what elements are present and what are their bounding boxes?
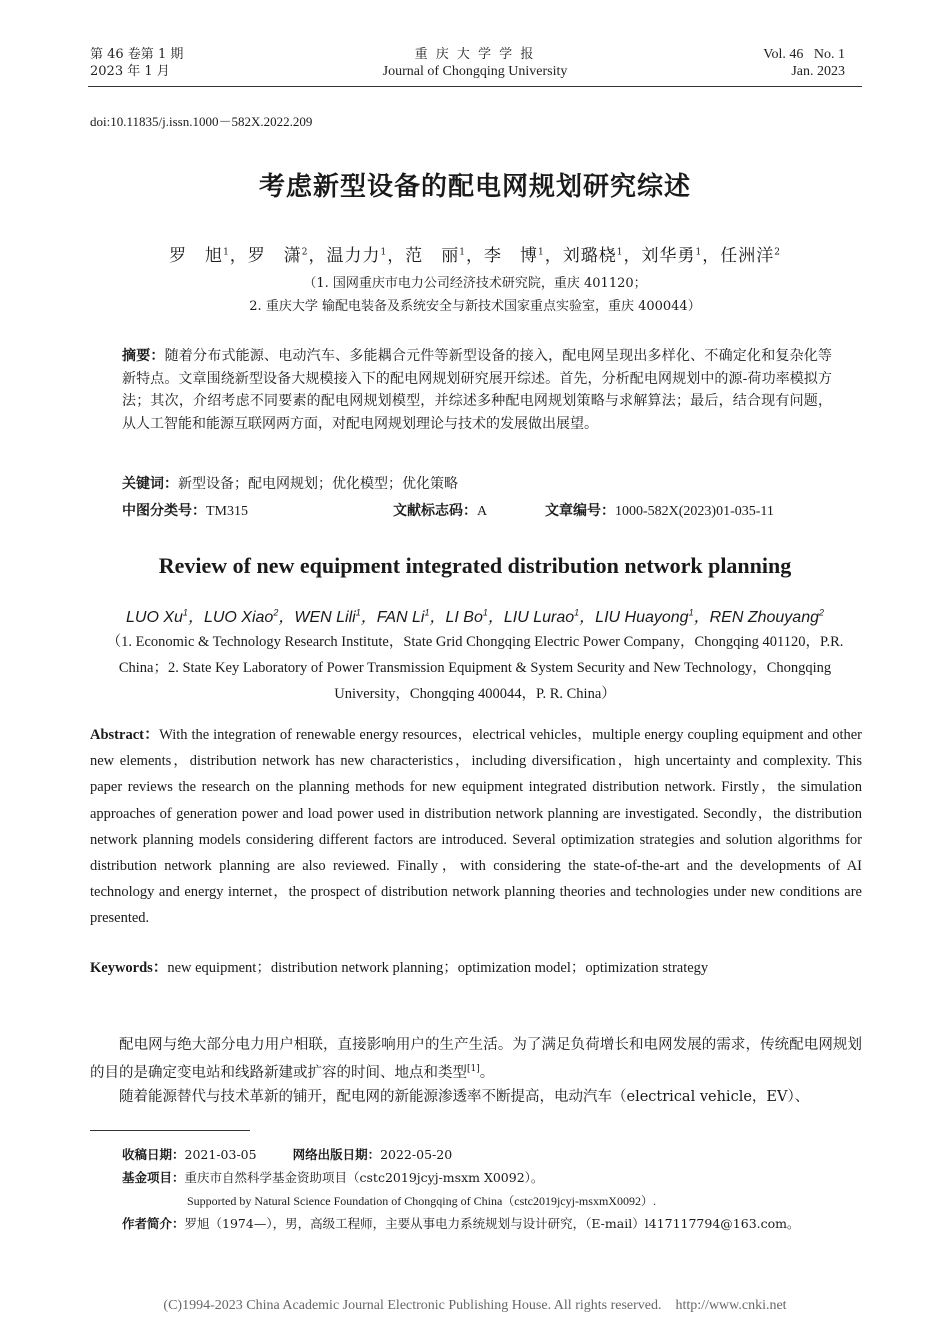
author-name: 刘华勇 [641, 246, 696, 266]
keywords-cn-text: 新型设备；配电网规划；优化模型；优化策略 [178, 476, 458, 492]
author-name: 温力力 [326, 246, 381, 266]
doi[interactable]: doi:10.11835/j.issn.1000－582X.2022.209 [90, 114, 313, 129]
header-volume-en [763, 46, 845, 80]
author-name: 罗 旭 [169, 246, 224, 266]
clc-number [122, 500, 248, 520]
abstract-en-text: With the integration of renewable energy resources，electrical vehicles，multiple energy coupling equipment and other new elements，distribution network has new characteristics，including diversification，high uncertainty and complexity. This paper reviews the research on the planning methods for new equipment integrated distribution network. Firstly，the simulation approaches of generation power and load power used in distribution network planning are investigated. Secondly，the distribution network planning models considering different factors are introduced. Several optimization strategies and solution algorithms for distribution network planning are also reviewed. Finally，with considering the state-of-the-art and the developments of AI technology and energy internet，the prospect of distribution network planning theories and technologies under new conditions are presented. [90, 727, 862, 927]
author-affil-mark: 2 [273, 607, 279, 618]
abstract-cn [122, 345, 832, 435]
author-separator: ， [579, 609, 596, 626]
author-affil-mark: 1 [459, 247, 466, 258]
author-affil-mark: 1 [538, 247, 545, 258]
author-separator: ， [466, 246, 484, 266]
author-separator: ， [229, 246, 248, 266]
author-name-en: LUO Xiao [203, 609, 274, 626]
author-name-en: REN Zhouyang [709, 609, 819, 626]
author-name-en: LUO Xu [126, 609, 183, 626]
article-number-value: 1000-582X(2023)01-035-11 [615, 504, 774, 519]
author-separator: ， [487, 609, 504, 626]
clc-label: 中图分类号： [122, 503, 206, 519]
paper-title-en: Review of new equipment integrated distribution network planning [158, 553, 792, 578]
author-name: 罗 潇 [247, 246, 302, 266]
body-paragraph: 随着能源替代与技术革新的铺开，配电网的新能源渗透率不断提高，电动汽车（electrical vehicle，EV）、 [119, 1089, 810, 1105]
author-name: 李 博 [484, 246, 538, 266]
author-separator: ， [702, 246, 721, 266]
author-affil-mark: 1 [695, 247, 703, 258]
author-name-en: WEN Lili [294, 609, 356, 626]
author-affil-mark: 1 [182, 607, 188, 618]
affiliation-en: （1. Economic & Technology Research Institute，State Grid Chongqing Electric Power Company，Chongqing 401120，P.R. China；2. State Key Laboratory of Power Transmission Equipment & System Security and New Technology，Chongqing University，Chongqing 400044，P. R. China） [106, 634, 844, 702]
affiliation-cn-2: 2. 重庆大学 输配电装备及系统安全与新技术国家重点实验室，重庆 400044） [249, 299, 701, 314]
copyright-notice: (C)1994-2023 China Academic Journal Electronic Publishing House. All rights reserved. http://www.cnki.net [163, 1298, 787, 1313]
header-divider [88, 86, 862, 87]
fund-value: 重庆市自然科学基金资助项目（cstc2019jcyj-msxm X0092）。 [184, 1170, 544, 1185]
author-affil-mark: 1 [380, 247, 388, 258]
author-name-en: FAN Li [376, 609, 425, 626]
author-affil-mark: 2 [774, 247, 781, 258]
footnote-dates [122, 1146, 862, 1164]
author-affil-mark: 1 [424, 607, 430, 618]
author-affil-mark: 1 [688, 607, 694, 618]
keywords-en [90, 956, 862, 977]
journal-name-cn: 重 庆 大 学 学 报 [414, 47, 536, 62]
received-date: 2021-03-05 [184, 1147, 257, 1162]
author-name-en: LIU Lurao [503, 609, 575, 626]
author-separator: ， [360, 609, 377, 626]
paper-title-cn: 考虑新型设备的配电网规划研究综述 [258, 172, 691, 202]
body-paragraph [90, 1033, 862, 1085]
article-number [545, 500, 774, 520]
keywords-cn-label: 关键词： [122, 476, 178, 492]
author-list-cn [0, 241, 950, 266]
author-name-en: LIU Huayong [595, 609, 689, 626]
author-separator: ， [278, 609, 295, 626]
author-bio-label: 作者简介： [122, 1216, 185, 1231]
doc-code-label: 文献标志码： [393, 503, 477, 519]
author-separator: ， [693, 609, 710, 626]
author-name: 范 丽 [405, 246, 460, 266]
abstract-en-label: Abstract： [90, 727, 160, 743]
author-separator: ， [429, 609, 446, 626]
author-name: 刘璐桡 [562, 246, 617, 266]
author-separator: ， [623, 246, 642, 266]
header-volume-issue: 第 46 卷第 1 期 [90, 47, 184, 62]
author-affil-mark: 1 [355, 607, 361, 618]
online-date-label: 网络出版日期： [292, 1147, 381, 1162]
header-journal [300, 46, 650, 80]
author-affil-mark: 2 [818, 607, 824, 618]
author-list-en [0, 604, 950, 627]
fund-label: 基金项目： [122, 1170, 185, 1185]
author-name: 任洲洋 [720, 246, 775, 266]
body-paragraph-end: 。 [479, 1064, 495, 1081]
article-number-label: 文章编号： [545, 503, 615, 519]
abstract-cn-label: 摘要： [122, 348, 165, 364]
abstract-en [90, 722, 862, 932]
keywords-en-label: Keywords： [90, 960, 168, 976]
author-separator: ， [544, 246, 563, 266]
header-vol-no: Vol. 46 No. 1 [763, 47, 845, 62]
author-separator: ， [387, 246, 406, 266]
clc-value: TM315 [206, 504, 248, 519]
abstract-cn-text: 随着分布式能源、电动汽车、多能耦合元件等新型设备的接入，配电网呈现出多样化、不确定化和复杂化等新特点。文章围绕新型设备大规模接入下的配电网规划研究展开综述。首先，分析配电网规划中的源-荷功率模拟方法；其次，介绍考虑不同要素的配电网规划模型，并综述多种配电网规划策略与求解算法；最后，结合现有问题，从人工智能和能源互联网两方面，对配电网规划理论与技术的发展做出展望。 [122, 348, 833, 432]
author-affil-mark: 1 [616, 247, 624, 258]
author-separator: ， [308, 246, 327, 266]
affiliation-cn-1: （1. 国网重庆市电力公司经济技术研究院，重庆 401120； [303, 276, 647, 291]
author-affil-mark: 1 [223, 247, 230, 258]
keywords-en-text: new equipment；distribution network planning；optimization model；optimization strategy [167, 960, 709, 976]
footnote-fund-en: Supported by Natural Science Foundation of Chongqing of China（cstc2019jcyj-msxmX0092）. [187, 1194, 656, 1208]
citation-ref[interactable]: [1] [467, 1064, 480, 1074]
received-label: 收稿日期： [122, 1147, 185, 1162]
body-paragraph-text: 配电网与绝大部分电力用户相联，直接影响用户的生产生活。为了满足负荷增长和电网发展的需求，传统配电网规划的目的是确定变电站和线路新建或扩容的时间、地点和类型 [90, 1037, 862, 1081]
document-code [393, 500, 487, 520]
author-affil-mark: 1 [482, 607, 488, 618]
author-affil-mark: 2 [301, 247, 309, 258]
author-affil-mark: 1 [574, 607, 580, 618]
footnote-fund [122, 1169, 862, 1187]
doc-code-value: A [477, 504, 488, 519]
header-date: 2023 年 1 月 [90, 64, 170, 79]
footnote-author [122, 1215, 862, 1233]
keywords-cn [122, 473, 832, 496]
author-bio: 罗旭（1974—），男，高级工程师，主要从事电力系统规划与设计研究，（E-mail）l417117794@163.com。 [184, 1216, 800, 1231]
footnote-divider [90, 1130, 250, 1131]
header-issue [90, 46, 183, 80]
online-date: 2022-05-20 [380, 1147, 453, 1162]
author-name-en: LI Bo [445, 609, 483, 626]
journal-name-en: Journal of Chongqing University [382, 64, 568, 79]
header-month-year: Jan. 2023 [791, 64, 845, 79]
author-separator: ， [187, 609, 204, 626]
